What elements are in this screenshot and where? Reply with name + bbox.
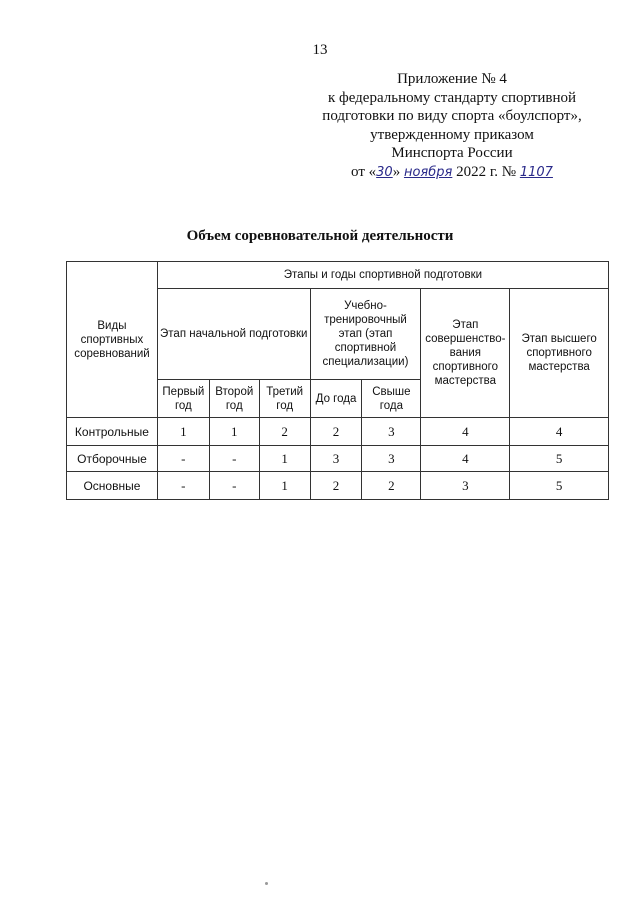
- row-label: Отборочные: [67, 446, 158, 472]
- scan-speck: [265, 882, 268, 885]
- year-first-header: Первый год: [157, 380, 209, 418]
- stage-initial-header: Этап начальной подготовки: [157, 289, 310, 380]
- table-cell: 5: [510, 472, 609, 500]
- stage-training-header: Учебно-тренировочный этап (этап спортивной специализации): [310, 289, 421, 380]
- appendix-line: подготовки по виду спорта «боулспорт»,: [322, 108, 582, 125]
- table-cell: 3: [310, 446, 362, 472]
- stage-improvement-header: Этап совершенство-вания спортивного мастерства: [421, 289, 510, 418]
- table-cell: 2: [310, 472, 362, 500]
- date-prefix: от «: [351, 163, 377, 180]
- row-header: Виды спортивных соревнований: [67, 262, 158, 418]
- table-cell: 1: [259, 446, 310, 472]
- table-cell: 4: [510, 418, 609, 446]
- table-row: [67, 446, 609, 472]
- year-third-header: Третий год: [259, 380, 310, 418]
- table-cell: -: [157, 472, 209, 500]
- year-over-header: Свыше года: [362, 380, 421, 418]
- competition-volume-table: [66, 261, 609, 500]
- appendix-line: Приложение № 4: [397, 71, 507, 87]
- document-title: Объем соревновательной деятельности: [186, 228, 454, 244]
- table-cell: 1: [157, 418, 209, 446]
- year-upto-header: До года: [310, 380, 362, 418]
- table-cell: -: [209, 472, 259, 500]
- row-label: Основные: [67, 472, 158, 500]
- appendix-line: к федеральному стандарту спортивной: [327, 89, 577, 106]
- group-header: Этапы и годы спортивной подготовки: [157, 262, 608, 289]
- table-cell: 2: [310, 418, 362, 446]
- table-cell: 1: [209, 418, 259, 446]
- table-cell: -: [157, 446, 209, 472]
- table-cell: 4: [421, 418, 510, 446]
- appendix-line: Минспорта России: [391, 145, 513, 162]
- date-mid: »: [392, 163, 401, 180]
- page-number: 13: [312, 42, 328, 58]
- date-year: 2022 г. №: [456, 163, 517, 180]
- table-cell: 3: [421, 472, 510, 500]
- order-date-line: [302, 163, 602, 183]
- table-row: [67, 472, 609, 500]
- row-label: Контрольные: [67, 418, 158, 446]
- table-cell: 5: [510, 446, 609, 472]
- table-cell: 4: [421, 446, 510, 472]
- stage-higher-header: Этап высшего спортивного мастерства: [510, 289, 609, 418]
- appendix-block: [302, 70, 602, 183]
- appendix-line: утвержденному приказом: [370, 126, 534, 143]
- table-cell: 2: [362, 472, 421, 500]
- table-cell: 3: [362, 446, 421, 472]
- date-day: 30: [376, 164, 393, 180]
- table-cell: -: [209, 446, 259, 472]
- date-month: ноября: [403, 164, 453, 180]
- order-number: 1107: [519, 164, 553, 180]
- year-second-header: Второй год: [209, 380, 259, 418]
- table-cell: 3: [362, 418, 421, 446]
- table-cell: 2: [259, 418, 310, 446]
- table-row: [67, 418, 609, 446]
- table-cell: 1: [259, 472, 310, 500]
